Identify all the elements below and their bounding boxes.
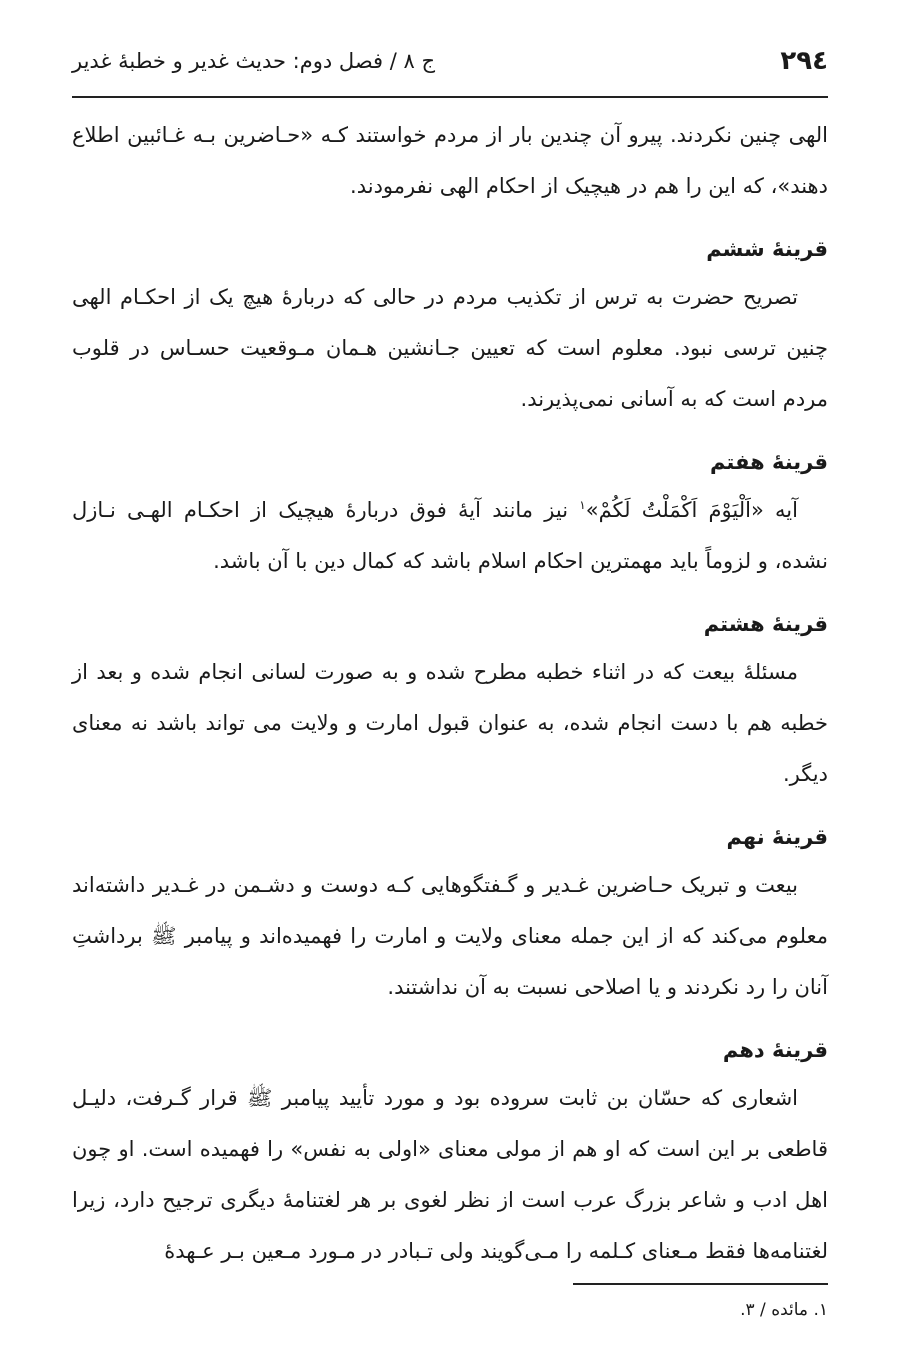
footnote-marker[interactable]: ۱ bbox=[579, 498, 586, 512]
running-title: ج ۸ / فصل دوم: حدیث غدیر و خطبهٔ غدیر bbox=[72, 49, 436, 73]
quran-quote: آیه «اَلْیَوْمَ اَکْمَلْتُ لَکُمْ» bbox=[585, 498, 798, 522]
paragraph-10: اشعاری که حسّان بن ثابت سروده بود و مورد تأیید پیامبر ﷺ قرار گـرفت، دلیـل قاطعی بر این است که او هم از مولی معنای «اولی به نفس» را فهمیده است. او چون اهل ادب و شاعر بزرگ عرب است از نظر لغوی بر هر لغتنامهٔ دیگری ترجیح دارد، زیرا لغتنامه‌ها فقط مـعنای کـلمه را مـی‌گویند ولی تـبادر در مـورد مـعین بـر عـهدهٔ bbox=[72, 1086, 828, 1263]
footnote-divider bbox=[573, 1283, 828, 1285]
section-heading-8: قرینهٔ هشتم bbox=[703, 612, 828, 636]
paragraph-8: مسئلهٔ بیعت که در اثناء خطبه مطرح شده و به صورت لسانی انجام شده و بعد از خطبه هم با دست انجام شده، به عنوان قبول امارت و ولایت می تواند باشد نه معنای دیگر. bbox=[72, 660, 828, 786]
paragraph-9: بیعت و تبریک حـاضرین غـدیر و گـفتگوهایی کـه دوست و دشـمن در غـدیر داشته‌اند معلوم می‌کند که از این جمله معنای ولایت و امارت را فهمیده‌اند و پیامبر ﷺ برداشتِ آنان را رد نکردند و یا اصلاحی نسبت به آن نداشتند. bbox=[72, 873, 828, 999]
header-divider bbox=[72, 96, 828, 98]
paragraph-6: تصریح حضرت به ترس از تکذیب مردم در حالی که دربارهٔ هیچ یک از احکـام الهی چنین ترسی نبود. معلوم است که تعیین جـانشین هـمان مـوقعیت حسـاس در قلوب مردم است که به آسانی نمی‌پذیرند. bbox=[72, 285, 828, 411]
paragraph-7-text: نیز مانند آیهٔ فوق دربارهٔ هیچیک از احکـام الهـی نـازل نشده، و لزوماً باید مهمترین احکام اسلام باشد که کمال دین با آن باشد. bbox=[72, 498, 828, 573]
page-number: ۲۹٤ bbox=[780, 46, 828, 76]
page-content bbox=[72, 110, 828, 1277]
paragraph-continuation: الهی چنین نکردند. پیرو آن چندین بار از مردم خواستند کـه «حـاضرین بـه غـائبین اطلاع دهند»، که این را هم در هیچیک از احکام الهی نفرمودند. bbox=[72, 123, 828, 198]
page-header bbox=[72, 36, 828, 86]
section-heading-10: قرینهٔ دهم bbox=[722, 1038, 828, 1062]
footnote: ۱. مائده / ۳. bbox=[740, 1300, 828, 1320]
paragraph-7 bbox=[72, 485, 828, 587]
section-heading-9: قرینهٔ نهم bbox=[726, 825, 828, 849]
section-heading-6: قرینهٔ ششم bbox=[706, 237, 828, 261]
section-heading-7: قرینهٔ هفتم bbox=[709, 450, 828, 474]
